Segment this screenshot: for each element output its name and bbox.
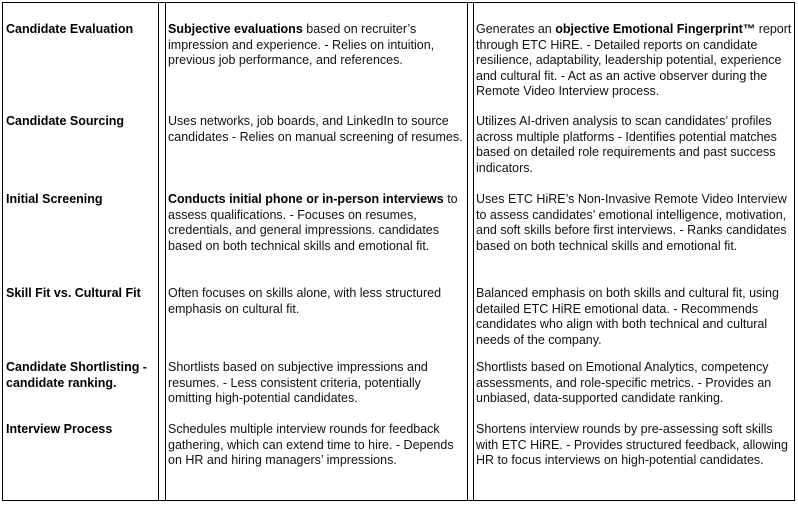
etc-text: report through ETC HiRE. - Detailed reports on candidate resilience, adaptability, leadership potential, experience and cultural fit. - Act as an active observer during the Remote Video Interview process. (476, 22, 792, 98)
row-label: Candidate Shortlisting - candidate ranking. (6, 360, 147, 390)
traditional-bold: Subjective evaluations (168, 22, 303, 36)
column-divider (165, 3, 166, 500)
etc-text: Balanced emphasis on both skills and cultural fit, using detailed ETC HiRE emotional data. - Recommends candidates who align with both technical and cultural needs of the company. (476, 286, 779, 347)
column-divider (467, 3, 468, 500)
traditional-cell (168, 22, 466, 69)
traditional-cell (168, 286, 466, 317)
etc-cell (476, 422, 794, 469)
traditional-text: to assess qualifications. - Focuses on resumes, credentials, and general impressions. candidates based on both technical skills and emotional fit. (168, 192, 458, 253)
etc-text: Shortens interview rounds by pre-assessing soft skills with ETC HiRE. - Provides structured feedback, allowing HR to focus interviews on high-potential candidates. (476, 422, 788, 467)
traditional-text: Uses networks, job boards, and LinkedIn to source candidates - Relies on manual screening of resumes. (168, 114, 463, 144)
etc-cell (476, 286, 794, 348)
traditional-text: based on recruiter’s impression and experience. - Relies on intuition, previous job performance, and references. (168, 22, 435, 67)
row-label: Candidate Sourcing (6, 114, 125, 128)
traditional-bold: Conducts initial phone or in-person interviews (168, 192, 444, 206)
traditional-text: Schedules multiple interview rounds for feedback gathering, which can extend time to hire. - Depends on HR and hiring managers’ impressions. (168, 422, 454, 467)
etc-text: Utilizes AI-driven analysis to scan candidates’ profiles across multiple platforms - Identifies potential matches based on detailed role requirements and past success indicators. (476, 114, 777, 175)
etc-cell (476, 192, 794, 254)
traditional-cell (168, 192, 466, 254)
etc-text: Shortlists based on Emotional Analytics, competency assessments, and role-specific metrics. - Provides an unbiased, data-supported candidate ranking. (476, 360, 772, 405)
etc-bold: objective Emotional Fingerprint™ (555, 22, 756, 36)
etc-cell (476, 22, 794, 100)
traditional-cell (168, 114, 466, 145)
traditional-text: Shortlists based on subjective impressions and resumes. - Less consistent criteria, potentially omitting high-potential candidates. (168, 360, 428, 405)
column-divider (473, 3, 474, 500)
row-label: Skill Fit vs. Cultural Fit (6, 286, 141, 300)
comparison-table (2, 2, 795, 501)
etc-cell (476, 360, 794, 407)
row-label: Interview Process (6, 422, 113, 436)
etc-cell (476, 114, 794, 176)
traditional-text: Often focuses on skills alone, with less structured emphasis on cultural fit. (168, 286, 442, 316)
etc-text: Uses ETC HiRE’s Non-Invasive Remote Video Interview to assess candidates’ emotional intelligence, motivation, and soft skills before first interviews. - Ranks candidates based on both technical skills and emotional fit. (476, 192, 787, 253)
row-label: Initial Screening (6, 192, 103, 206)
etc-pre: Generates an (476, 22, 556, 36)
traditional-cell (168, 360, 466, 407)
column-divider (158, 3, 159, 500)
traditional-cell (168, 422, 466, 469)
row-label: Candidate Evaluation (6, 22, 134, 36)
